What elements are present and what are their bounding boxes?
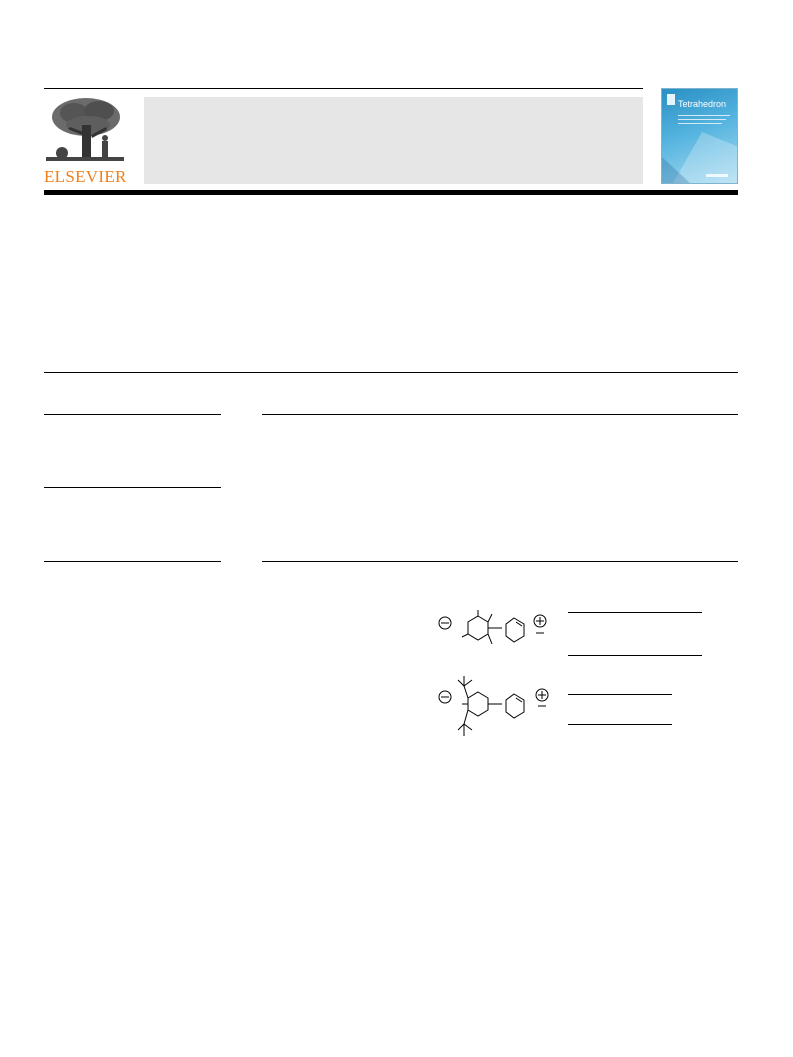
abstract-top-rule — [262, 414, 738, 415]
abstract-bottom-rule — [262, 561, 738, 562]
article-info-rule — [44, 372, 738, 373]
cover-text-line — [678, 119, 726, 120]
left-column-rule — [44, 561, 221, 562]
pyridinium-ring — [506, 618, 524, 642]
graphical-abstract-rule — [568, 694, 672, 695]
header-bottom-rule — [44, 190, 738, 195]
left-column-rule — [44, 487, 221, 488]
tree-logo-icon — [44, 95, 126, 167]
graphical-abstract-structures — [430, 600, 570, 750]
cover-title: Tetrahedron — [678, 99, 727, 109]
graphical-abstract-rule — [568, 655, 702, 656]
elsevier-wordmark: ELSEVIER — [44, 167, 127, 186]
cover-text-line — [678, 115, 730, 116]
left-column-rule — [44, 414, 221, 415]
elsevier-logo — [44, 95, 126, 167]
journal-banner — [144, 97, 643, 184]
graphical-abstract-rule — [568, 612, 702, 613]
graphical-abstract-rule — [568, 724, 672, 725]
pyridinium-ring — [506, 694, 524, 718]
benzene-ring — [468, 616, 488, 640]
header-top-rule — [44, 88, 643, 89]
cover-badge — [667, 94, 675, 105]
cover-text-line — [678, 123, 722, 124]
benzene-ring — [468, 692, 488, 716]
journal-cover — [661, 88, 738, 184]
cover-footer — [706, 174, 728, 177]
